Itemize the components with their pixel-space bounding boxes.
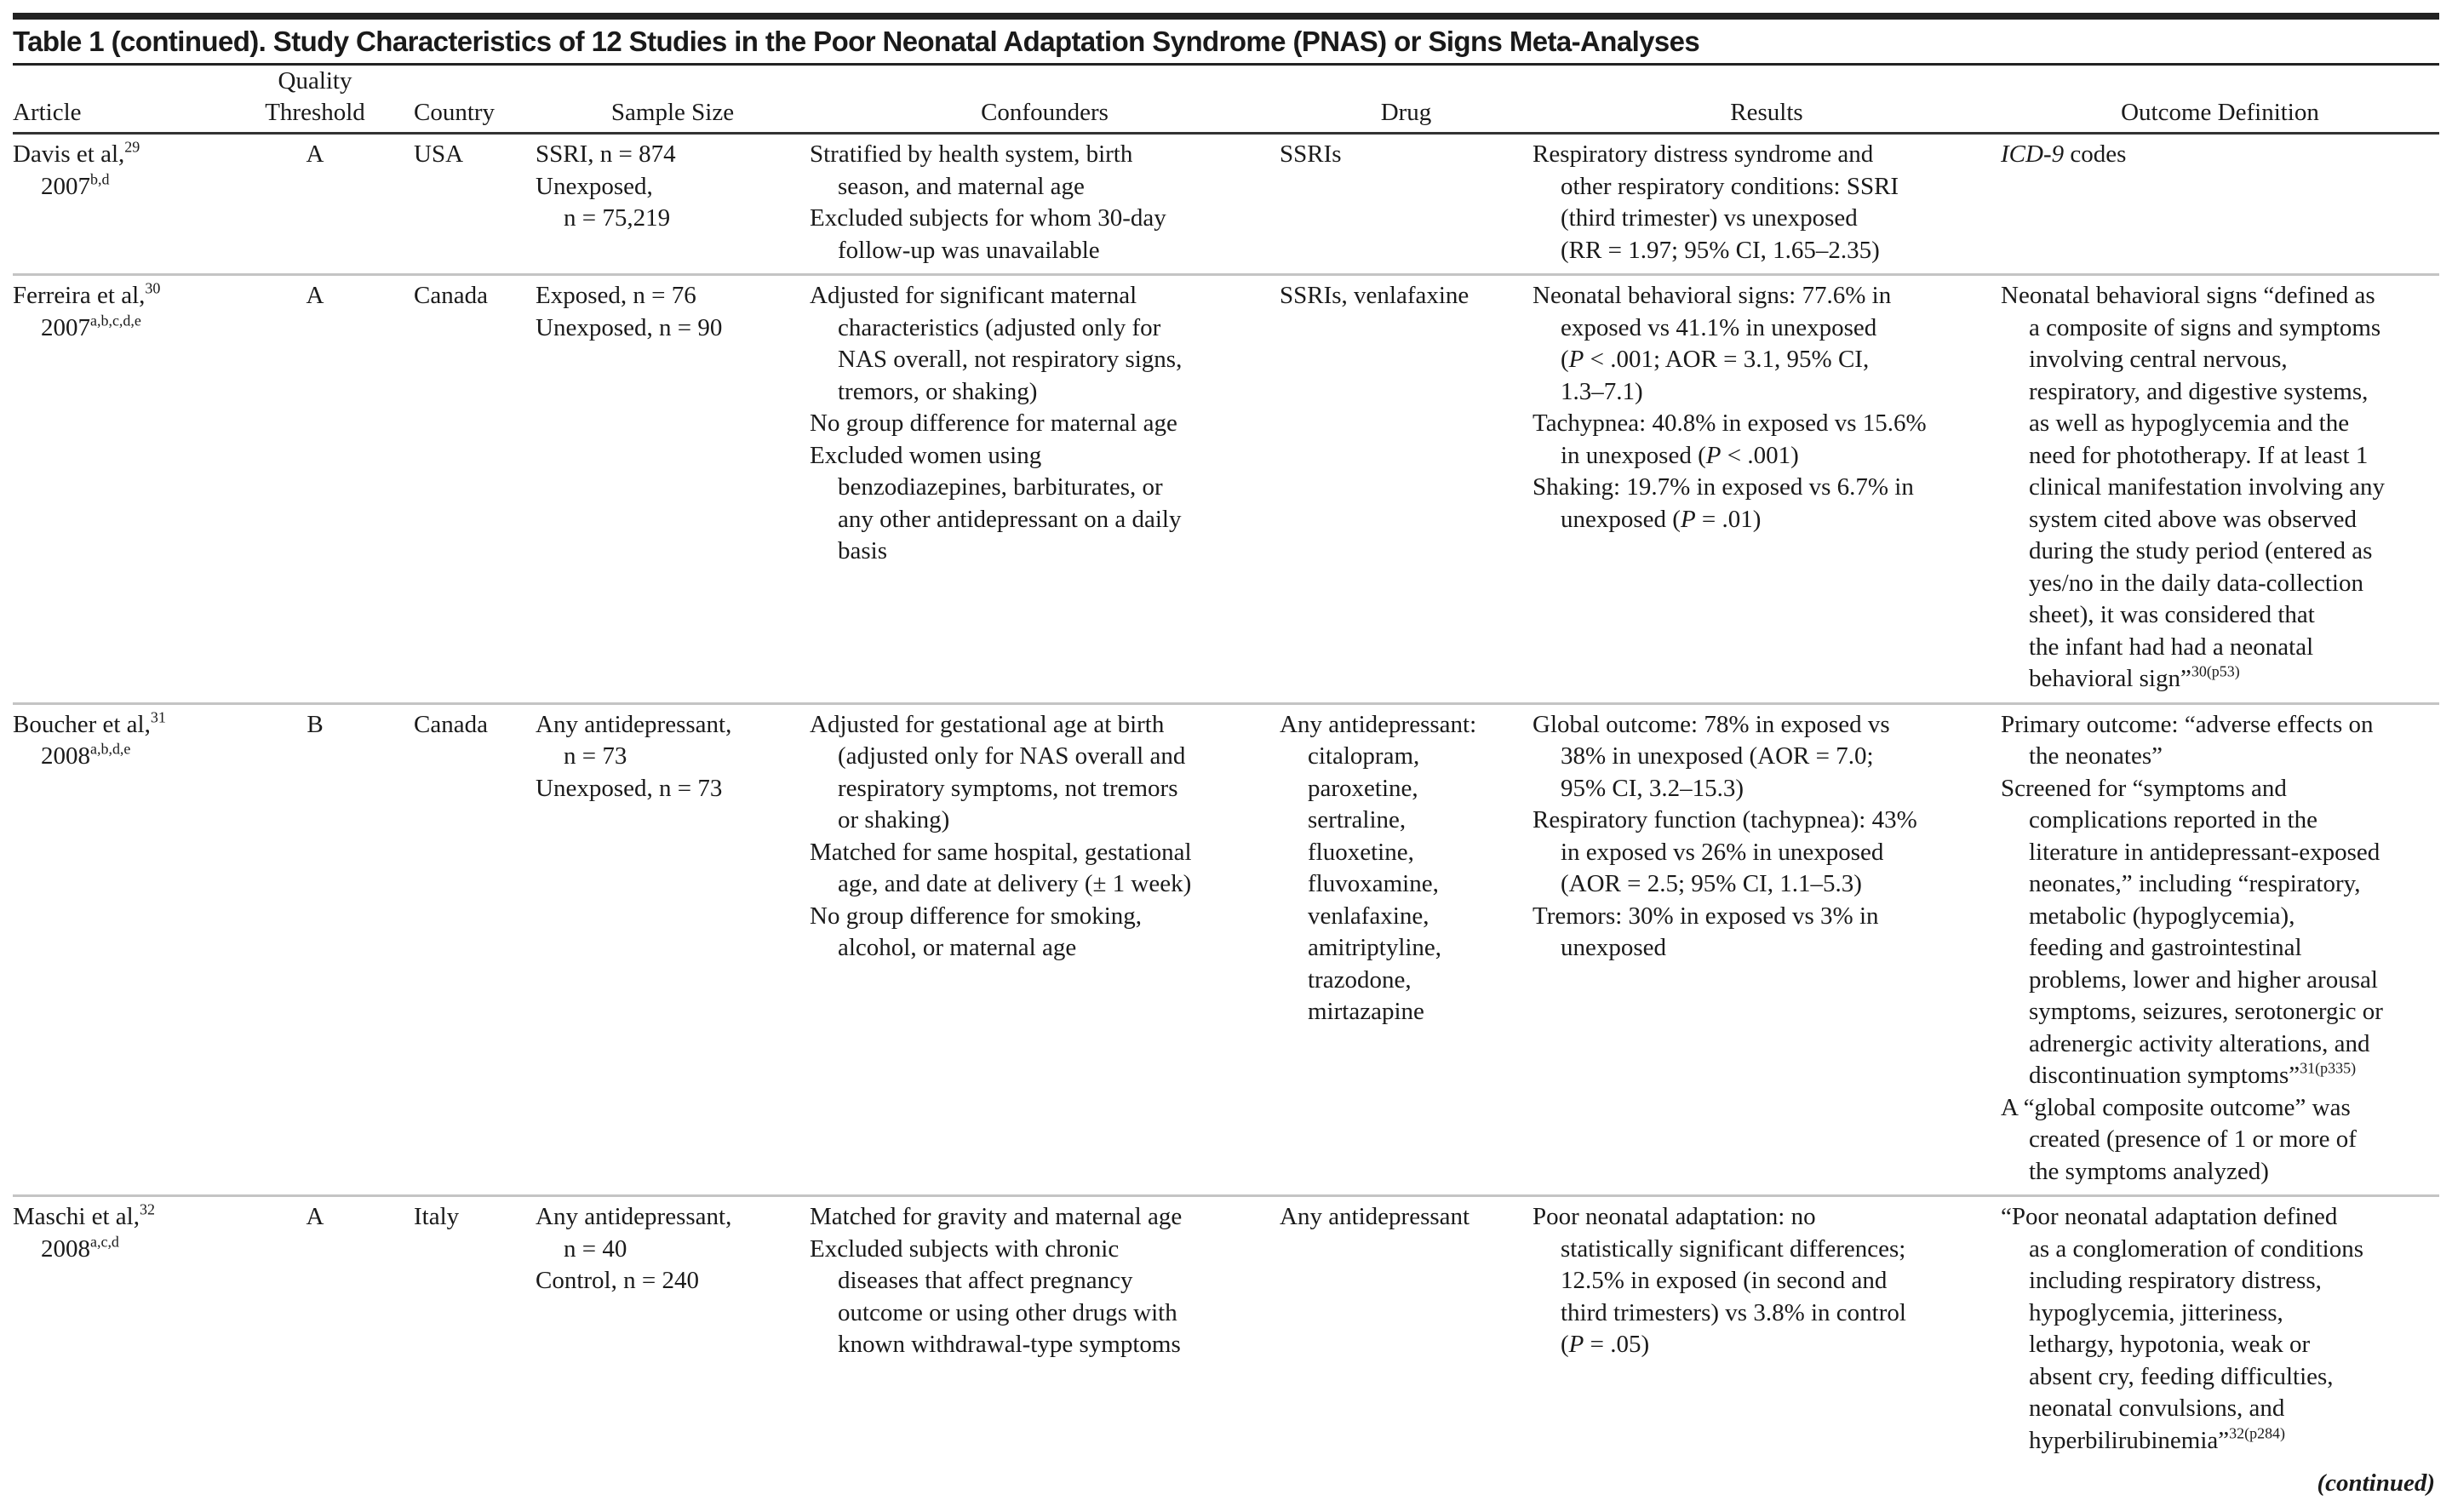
superscript-reference: 30(p53) xyxy=(2191,662,2240,680)
article-cell xyxy=(13,134,255,275)
text-line: Ferreira et al,$^{30}$ xyxy=(13,279,161,309)
text-line: sertraline, xyxy=(1308,806,1406,833)
text-line: venlafaxine, xyxy=(1308,902,1429,930)
text-line: problems, lower and higher arousal xyxy=(2029,965,2378,994)
cell-paragraph xyxy=(1532,280,2001,408)
header-results: Results xyxy=(1730,98,1803,126)
article-cell xyxy=(13,275,255,704)
text-line: n = 73 xyxy=(564,742,627,770)
text-line: Maschi et al,$^{32}$ xyxy=(13,1200,155,1230)
text-line: a composite of signs and symptoms xyxy=(2029,313,2381,341)
text-line: behavioral sign”$^{30(p53)}$ xyxy=(2029,662,2240,692)
header-article: Article xyxy=(13,98,82,126)
cell-paragraph xyxy=(13,139,255,203)
results-cell xyxy=(1532,703,2001,1196)
text-line: the infant had had a neonatal xyxy=(2029,633,2314,661)
cell-paragraph xyxy=(810,280,1280,408)
text-line: (AOR = 2.5; 95% CI, 1.1–5.3) xyxy=(1561,870,1862,897)
text-line: 2008$^{a,b,d,e}$ xyxy=(41,740,131,770)
outcome-definition-cell xyxy=(2001,703,2439,1196)
text-line: 95% CI, 3.2–15.3) xyxy=(1561,774,1744,802)
superscript-reference: a,c,d xyxy=(90,1232,119,1250)
text-line: third trimesters) vs 3.8% in control xyxy=(1561,1298,1906,1326)
cell-paragraph xyxy=(810,1201,1280,1234)
cell-paragraph xyxy=(536,1201,810,1265)
text-line: SSRI, n = 874 xyxy=(536,140,676,168)
text-line: Shaking: 19.7% in exposed vs 6.7% in xyxy=(1532,473,1914,501)
cell-paragraph xyxy=(810,1234,1280,1361)
text-line: discontinuation symptoms”$^{31(p335)}$ xyxy=(2029,1059,2357,1089)
italic-text: P xyxy=(1568,1331,1584,1358)
text-line: SSRIs xyxy=(1280,140,1342,168)
text-line: (P < .001; AOR = 3.1, 95% CI, xyxy=(1561,346,1870,373)
text-line: Respiratory function (tachypnea): 43% xyxy=(1532,806,1917,833)
text-line: hyperbilirubinemia”$^{32(p284)}$ xyxy=(2029,1423,2286,1454)
cell-paragraph xyxy=(1280,139,1532,171)
outcome-definition-cell xyxy=(2001,275,2439,704)
text-line: 2008$^{a,c,d}$ xyxy=(41,1232,119,1263)
cell-paragraph xyxy=(1532,901,2001,965)
text-line: Any antidepressant: xyxy=(1280,710,1477,738)
text-line: Unexposed, n = 73 xyxy=(536,774,723,802)
text-line: mirtazapine xyxy=(1308,998,1424,1025)
text-line: Any antidepressant, xyxy=(536,1203,732,1230)
table-row xyxy=(13,703,2439,1196)
header-country: Country xyxy=(414,98,496,126)
text-line: lethargy, hypotonia, weak or xyxy=(2029,1331,2311,1358)
text-line: Excluded women using xyxy=(810,441,1042,469)
text-line: 2007$^{a,b,c,d,e}$ xyxy=(41,311,141,341)
superscript-reference: 30 xyxy=(145,279,161,297)
article-cell xyxy=(13,703,255,1196)
text-line: (P = .05) xyxy=(1561,1331,1650,1358)
cell-paragraph xyxy=(1280,709,1532,1028)
quality-threshold-cell: A xyxy=(306,282,324,309)
text-line: Unexposed, xyxy=(536,172,653,200)
cell-paragraph xyxy=(536,709,810,773)
text-line: Global outcome: 78% in exposed vs xyxy=(1532,710,1890,738)
header-outcome-definition: Outcome Definition xyxy=(2121,98,2319,126)
text-line: outcome or using other drugs with xyxy=(838,1298,1177,1326)
text-line: Unexposed, n = 90 xyxy=(536,313,723,341)
cell-paragraph xyxy=(810,901,1280,965)
text-line: 1.3–7.1) xyxy=(1561,377,1643,405)
italic-text: P xyxy=(1680,505,1696,533)
text-line: Davis et al,$^{29}$ xyxy=(13,138,140,168)
text-line: age, and date at delivery (± 1 week) xyxy=(838,870,1192,897)
country-cell: Italy xyxy=(414,1203,460,1230)
superscript-reference: a,b,d,e xyxy=(90,740,131,758)
text-line: No group difference for maternal age xyxy=(810,410,1177,437)
cell-paragraph xyxy=(1532,408,2001,472)
cell-paragraph xyxy=(1532,805,2001,901)
text-line: Screened for “symptoms and xyxy=(2001,774,2287,802)
cell-paragraph xyxy=(810,139,1280,203)
text-line: Adjusted for significant maternal xyxy=(810,282,1137,309)
cell-paragraph xyxy=(1532,709,2001,805)
sample-size-cell xyxy=(536,134,810,275)
text-line: clinical manifestation involving any xyxy=(2029,473,2385,501)
text-line: as a conglomeration of conditions xyxy=(2029,1234,2364,1263)
drug-cell xyxy=(1280,275,1532,704)
text-line: Control, n = 240 xyxy=(536,1267,699,1294)
sample-size-cell xyxy=(536,275,810,704)
text-line: respiratory, and digestive systems, xyxy=(2029,377,2369,405)
quality-threshold-cell: B xyxy=(306,710,324,738)
text-line: neonatal convulsions, and xyxy=(2029,1395,2285,1422)
table-row xyxy=(13,1196,2439,1464)
cell-paragraph xyxy=(2001,1201,2439,1457)
cell-paragraph xyxy=(1532,1201,2001,1361)
text-line: Respiratory distress syndrome and xyxy=(1532,140,1874,168)
text-line: need for phototherapy. If at least 1 xyxy=(2029,441,2369,469)
text-line: Excluded subjects for whom 30-day xyxy=(810,204,1166,232)
cell-paragraph xyxy=(13,709,255,773)
text-line: 2007$^{b,d}$ xyxy=(41,169,110,200)
text-line: Neonatal behavioral signs “defined as xyxy=(2001,282,2375,309)
country-cell: USA xyxy=(414,140,464,168)
text-line: respiratory symptoms, not tremors xyxy=(838,774,1178,802)
text-line: Excluded subjects with chronic xyxy=(810,1234,1120,1263)
header-row xyxy=(13,65,2439,134)
drug-cell xyxy=(1280,134,1532,275)
header-confounders: Confounders xyxy=(981,98,1109,126)
header-drug: Drug xyxy=(1380,98,1432,126)
cell-paragraph xyxy=(810,440,1280,568)
text-line: n = 75,219 xyxy=(564,204,671,232)
superscript-reference: 29 xyxy=(124,138,140,156)
cell-paragraph xyxy=(2001,709,2439,773)
superscript-reference: 31(p335) xyxy=(2300,1059,2357,1077)
text-line: Any antidepressant, xyxy=(536,710,732,738)
cell-paragraph xyxy=(810,837,1280,901)
superscript-reference: 32(p284) xyxy=(2229,1423,2286,1441)
text-line: tremors, or shaking) xyxy=(838,377,1038,405)
text-line: No group difference for smoking, xyxy=(810,902,1143,930)
text-line: yes/no in the daily data-collection xyxy=(2029,569,2363,597)
results-cell xyxy=(1532,134,2001,275)
text-line: follow-up was unavailable xyxy=(838,236,1100,264)
text-line: Adjusted for gestational age at birth xyxy=(810,710,1165,738)
drug-cell xyxy=(1280,703,1532,1196)
cell-paragraph xyxy=(536,1265,810,1297)
header-quality-threshold xyxy=(255,65,375,134)
header-quality-line2: Threshold xyxy=(265,99,365,126)
text-line: as well as hypoglycemia and the xyxy=(2029,410,2350,437)
text-line: paroxetine, xyxy=(1308,774,1418,802)
text-line: during the study period (entered as xyxy=(2029,537,2373,564)
text-line: citalopram, xyxy=(1308,742,1420,770)
cell-paragraph xyxy=(536,773,810,805)
text-line: Boucher et al,$^{31}$ xyxy=(13,707,166,738)
cell-paragraph xyxy=(13,1201,255,1265)
text-line: characteristics (adjusted only for xyxy=(838,313,1161,341)
text-line: (RR = 1.97; 95% CI, 1.65–2.35) xyxy=(1561,236,1880,264)
cell-paragraph xyxy=(1280,280,1532,312)
text-line: “Poor neonatal adaptation defined xyxy=(2001,1203,2338,1230)
italic-text: P xyxy=(1705,441,1722,469)
text-line: Exposed, n = 76 xyxy=(536,282,696,309)
text-line: the symptoms analyzed) xyxy=(2029,1157,2269,1185)
cell-paragraph xyxy=(2001,1092,2439,1188)
text-line: neonates,” including “respiratory, xyxy=(2029,870,2361,897)
cell-paragraph xyxy=(13,280,255,344)
text-line: Matched for gravity and maternal age xyxy=(810,1203,1183,1230)
article-cell xyxy=(13,1196,255,1464)
text-line: the neonates” xyxy=(2029,742,2163,770)
text-line: literature in antidepressant-exposed xyxy=(2029,838,2380,866)
text-line: involving central nervous, xyxy=(2029,346,2288,373)
cell-paragraph xyxy=(810,709,1280,837)
confounders-cell xyxy=(810,703,1280,1196)
text-line: fluoxetine, xyxy=(1308,838,1414,866)
cell-paragraph xyxy=(536,139,810,171)
continued-note: (continued) xyxy=(2317,1469,2435,1497)
top-rule xyxy=(13,13,2439,20)
text-line: season, and maternal age xyxy=(838,172,1085,200)
sample-size-cell xyxy=(536,703,810,1196)
text-line: complications reported in the xyxy=(2029,806,2318,833)
text-line: amitriptyline, xyxy=(1308,934,1442,961)
text-line: ICD-9 codes xyxy=(2001,140,2127,168)
confounders-cell xyxy=(810,275,1280,704)
text-line: benzodiazepines, barbiturates, or xyxy=(838,473,1163,501)
study-characteristics-table xyxy=(13,63,2439,1463)
text-line: (third trimester) vs unexposed xyxy=(1561,204,1858,232)
outcome-definition-cell xyxy=(2001,1196,2439,1464)
confounders-cell xyxy=(810,134,1280,275)
text-line: Any antidepressant xyxy=(1280,1203,1470,1230)
outcome-definition-cell xyxy=(2001,134,2439,275)
italic-text: P xyxy=(1568,346,1584,373)
text-line: (adjusted only for NAS overall and xyxy=(838,742,1186,770)
text-line: symptoms, seizures, serotonergic or xyxy=(2029,998,2383,1025)
text-line: unexposed xyxy=(1561,934,1667,961)
header-sample-size: Sample Size xyxy=(610,98,735,126)
country-cell: Canada xyxy=(414,710,488,738)
text-line: statistically significant differences; xyxy=(1561,1234,1906,1263)
cell-paragraph xyxy=(536,171,810,235)
text-line: Poor neonatal adaptation: no xyxy=(1532,1203,1816,1230)
text-line: Stratified by health system, birth xyxy=(810,140,1133,168)
cell-paragraph xyxy=(1532,139,2001,266)
italic-text: ICD-9 xyxy=(2001,140,2065,168)
text-line: 38% in unexposed (AOR = 7.0; xyxy=(1561,742,1874,770)
text-line: feeding and gastrointestinal xyxy=(2029,934,2302,961)
text-line: created (presence of 1 or more of xyxy=(2029,1125,2357,1153)
text-line: Matched for same hospital, gestational xyxy=(810,838,1192,866)
superscript-reference: a,b,c,d,e xyxy=(90,311,141,329)
text-line: trazodone, xyxy=(1308,965,1412,994)
header-quality-line1: Quality xyxy=(278,67,352,94)
text-line: SSRIs, venlafaxine xyxy=(1280,282,1469,309)
text-line: A “global composite outcome” was xyxy=(2001,1093,2351,1121)
text-line: known withdrawal-type symptoms xyxy=(838,1331,1181,1358)
cell-paragraph xyxy=(2001,280,2439,696)
cell-paragraph xyxy=(810,203,1280,266)
cell-paragraph xyxy=(536,280,810,312)
drug-cell xyxy=(1280,1196,1532,1464)
text-line: Tremors: 30% in exposed vs 3% in xyxy=(1532,902,1879,930)
confounders-cell xyxy=(810,1196,1280,1464)
cell-paragraph xyxy=(810,408,1280,440)
table-row xyxy=(13,134,2439,275)
text-line: any other antidepressant on a daily xyxy=(838,505,1182,533)
text-line: adrenergic activity alterations, and xyxy=(2029,1029,2370,1057)
text-line: in exposed vs 26% in unexposed xyxy=(1561,838,1884,866)
text-line: basis xyxy=(838,537,887,564)
superscript-reference: 31 xyxy=(150,707,166,725)
cell-paragraph xyxy=(1280,1201,1532,1234)
cell-paragraph xyxy=(536,312,810,345)
text-line: other respiratory conditions: SSRI xyxy=(1561,172,1899,200)
text-line: n = 40 xyxy=(564,1234,627,1263)
text-line: 12.5% in exposed (in second and xyxy=(1561,1267,1888,1294)
text-line: Tachypnea: 40.8% in exposed vs 15.6% xyxy=(1532,410,1927,437)
country-cell: Canada xyxy=(414,282,488,309)
text-line: exposed vs 41.1% in unexposed xyxy=(1561,313,1877,341)
quality-threshold-cell: A xyxy=(306,140,324,168)
text-line: Neonatal behavioral signs: 77.6% in xyxy=(1532,282,1892,309)
text-line: NAS overall, not respiratory signs, xyxy=(838,346,1183,373)
text-line: alcohol, or maternal age xyxy=(838,934,1077,961)
text-line: metabolic (hypoglycemia), xyxy=(2029,902,2295,930)
superscript-reference: b,d xyxy=(90,169,110,187)
text-line: system cited above was observed xyxy=(2029,505,2357,533)
table-row xyxy=(13,275,2439,704)
text-line: Primary outcome: “adverse effects on xyxy=(2001,710,2374,738)
text-line: including respiratory distress, xyxy=(2029,1267,2322,1294)
text-line: absent cry, feeding difficulties, xyxy=(2029,1362,2334,1390)
text-line: in unexposed (P < .001) xyxy=(1561,441,1799,469)
superscript-reference: 32 xyxy=(139,1200,155,1218)
text-line: unexposed (P = .01) xyxy=(1561,505,1762,533)
results-cell xyxy=(1532,275,2001,704)
quality-threshold-cell: A xyxy=(306,1203,324,1230)
text-line: fluvoxamine, xyxy=(1308,870,1439,897)
text-line: or shaking) xyxy=(838,806,950,833)
cell-paragraph xyxy=(2001,139,2439,171)
cell-paragraph xyxy=(1532,472,2001,536)
sample-size-cell xyxy=(536,1196,810,1464)
results-cell xyxy=(1532,1196,2001,1464)
text-line: hypoglycemia, jitteriness, xyxy=(2029,1298,2283,1326)
text-line: sheet), it was considered that xyxy=(2029,601,2315,628)
cell-paragraph xyxy=(2001,773,2439,1092)
table-title: Table 1 (continued). Study Characteristics of 12 Studies in the Poor Neonatal Adaptation Syndrome (PNAS) or Signs Meta-Analyses xyxy=(13,26,1700,57)
text-line: diseases that affect pregnancy xyxy=(838,1267,1133,1294)
